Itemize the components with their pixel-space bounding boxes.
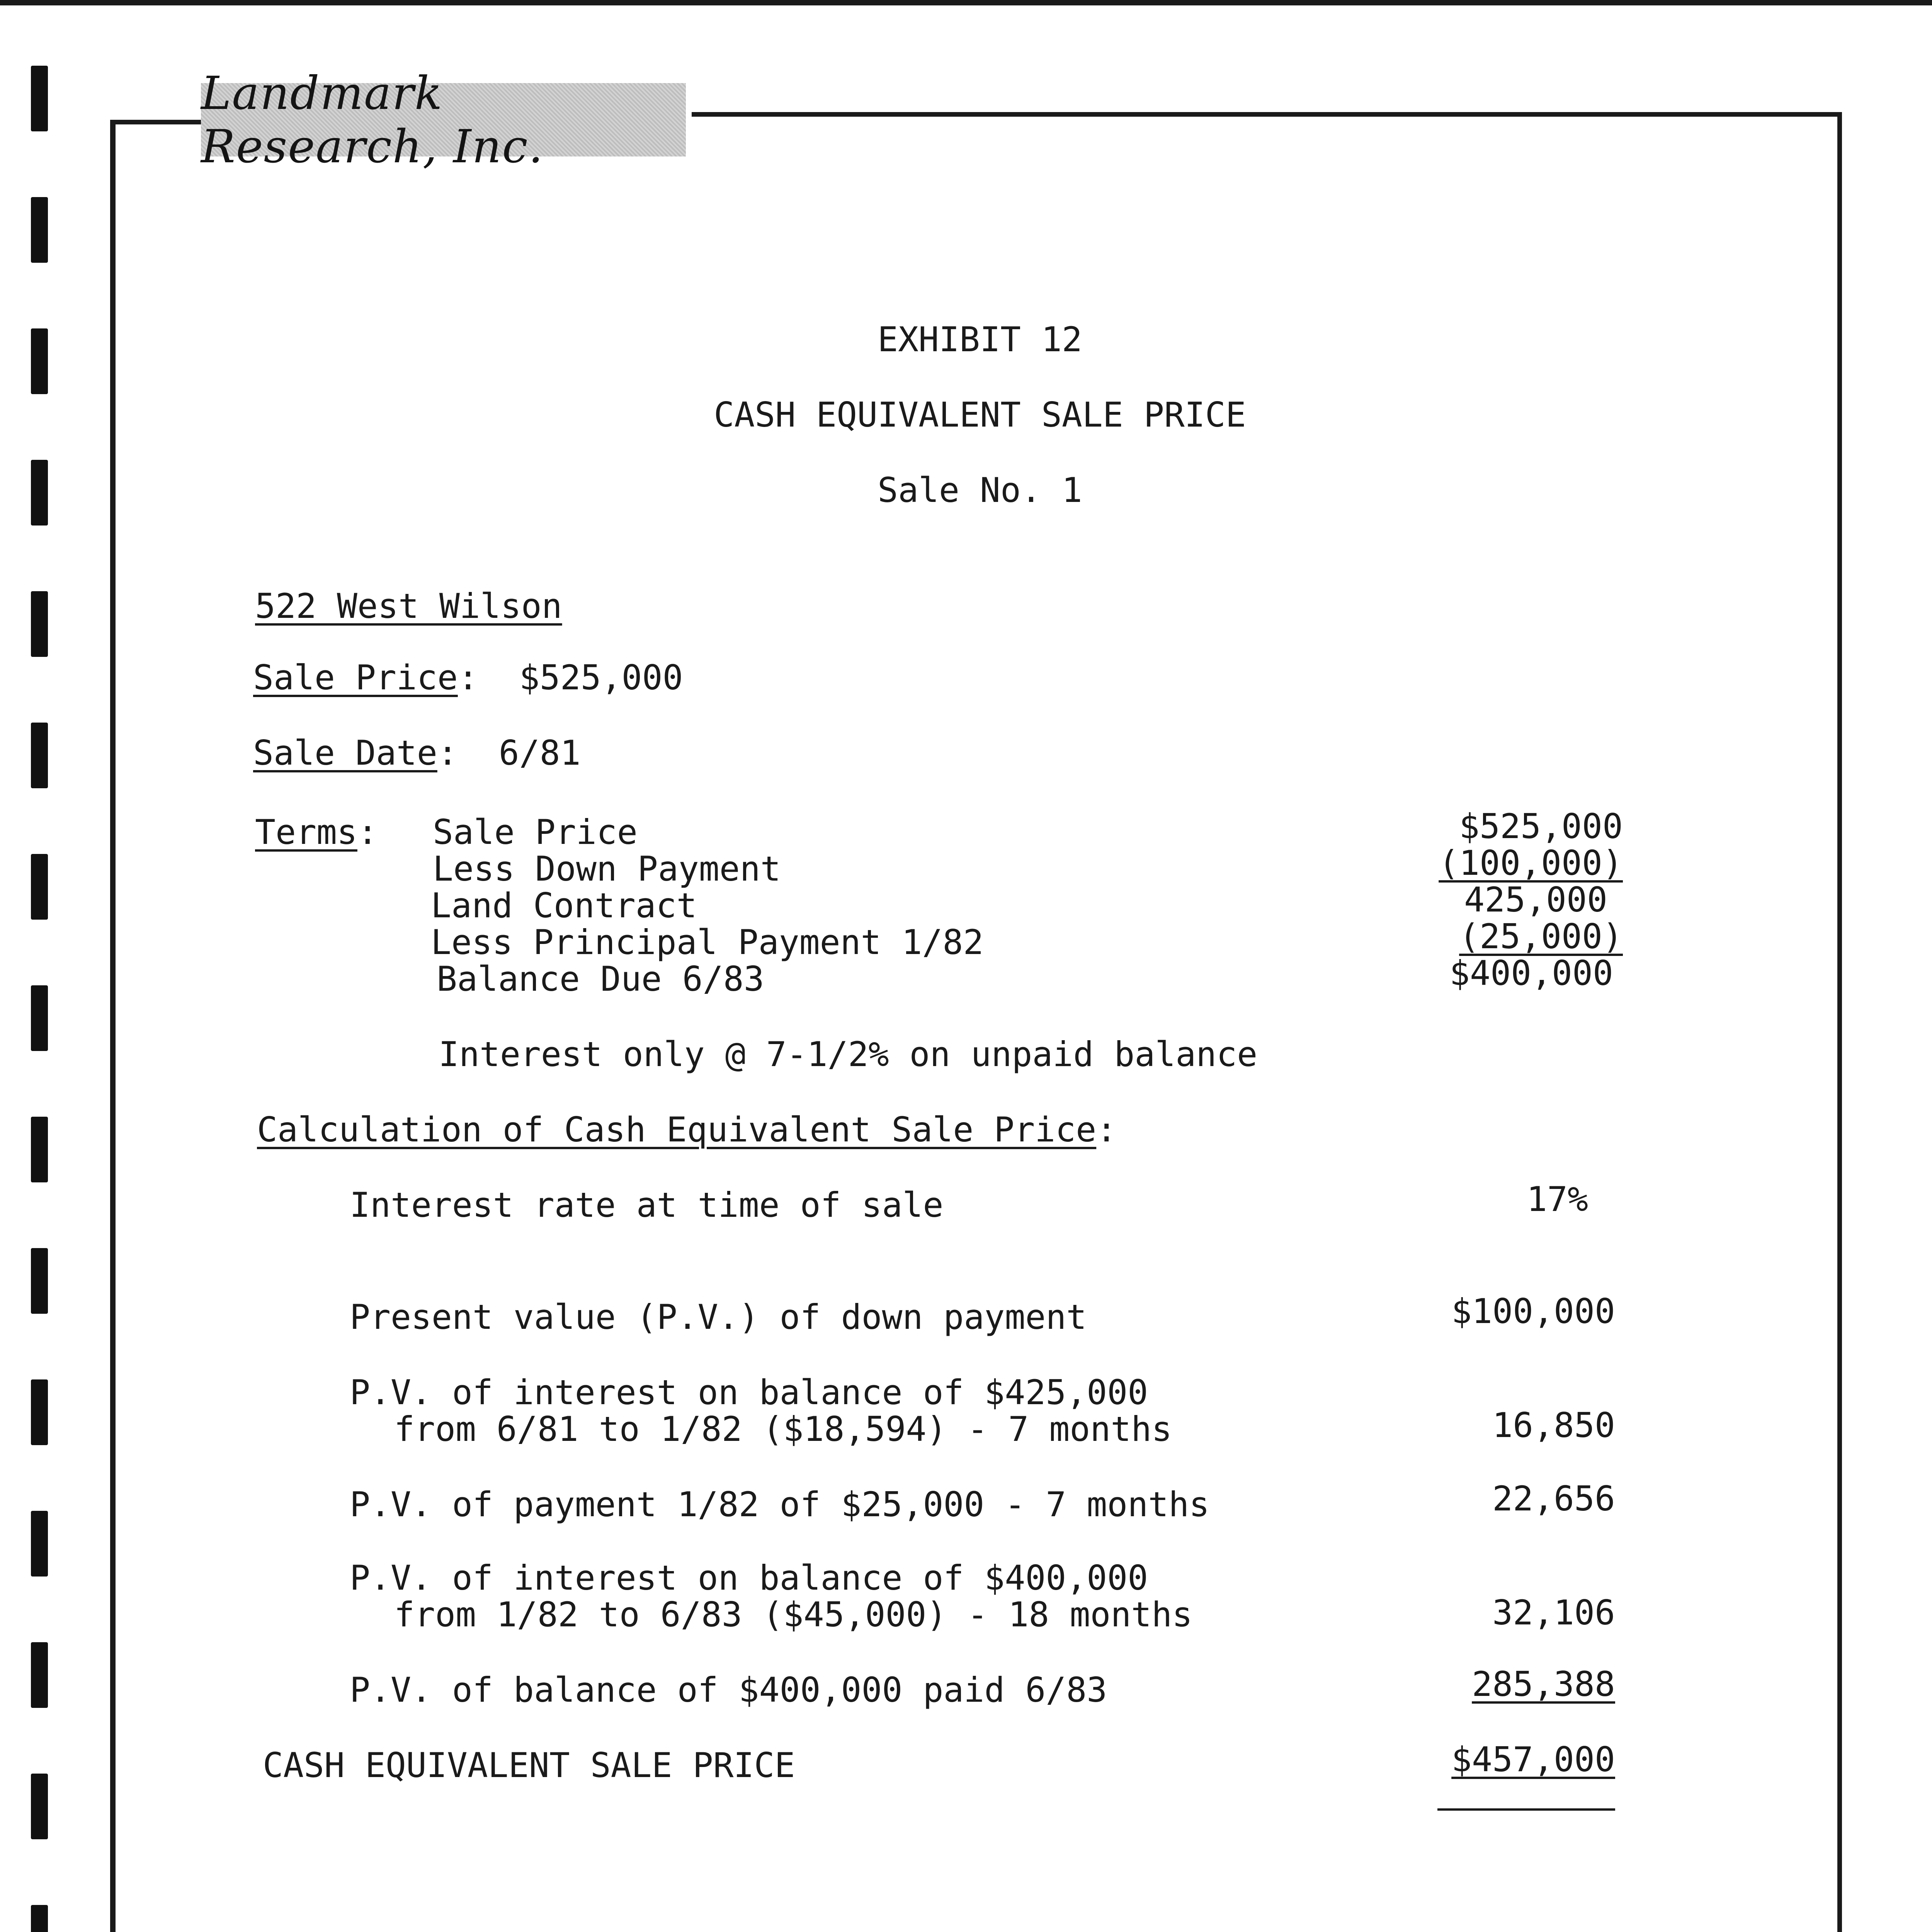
calc-row-label-continued: from 1/82 to 6/83 ($45,000) - 18 months: [394, 1595, 1193, 1634]
calc-row-label-continued: from 6/81 to 1/82 ($18,594) - 7 months: [394, 1409, 1172, 1449]
calc-row-label: Present value (P.V.) of down payment: [350, 1297, 1087, 1337]
terms-row-value: (25,000): [1459, 917, 1623, 956]
sale-price-label: Sale Price: [253, 658, 458, 697]
terms-row-value: $525,000: [1459, 806, 1623, 846]
interest-note: Interest only @ 7-1/2% on unpaid balance: [439, 1034, 1258, 1074]
sale-date-value: 6/81: [498, 733, 581, 773]
frame-border-left: [110, 120, 116, 1932]
binder-hole: [31, 1117, 48, 1182]
total-value: $457,000: [1451, 1740, 1615, 1779]
calculation-heading-row: Calculation of Cash Equivalent Sale Price:: [257, 1110, 1117, 1150]
binder-hole: [31, 985, 48, 1051]
terms-row-value: (100,000): [1439, 843, 1623, 883]
terms-row-label: Balance Due 6/83: [437, 959, 764, 999]
terms-row-label: Less Down Payment: [433, 849, 781, 889]
terms-row-label: Sale Price: [433, 812, 638, 852]
binder-hole: [31, 854, 48, 920]
calc-row-value: 32,106: [1492, 1593, 1615, 1633]
calc-row-value: $100,000: [1451, 1291, 1615, 1331]
binder-hole: [31, 1774, 48, 1839]
terms-row-value: 425,000: [1464, 880, 1607, 920]
terms-row-label: Less Principal Payment 1/82: [431, 922, 984, 962]
binder-hole: [31, 723, 48, 788]
binder-hole: [31, 1642, 48, 1708]
document-title: CASH EQUIVALENT SALE PRICE: [714, 395, 1246, 435]
calc-row-value: 285,388: [1472, 1664, 1615, 1704]
terms-row-label: Land Contract: [431, 886, 697, 925]
sale-price-row: Sale Price: $525,000: [253, 658, 683, 697]
calc-row-value: 16,850: [1492, 1405, 1615, 1445]
calc-row-label: P.V. of balance of $400,000 paid 6/83: [350, 1670, 1107, 1710]
sale-price-value: $525,000: [519, 658, 683, 697]
calc-row-label: P.V. of interest on balance of $400,000: [350, 1558, 1148, 1598]
total-label: CASH EQUIVALENT SALE PRICE: [263, 1745, 795, 1785]
frame-border-top: [692, 112, 1842, 117]
binder-hole: [31, 197, 48, 263]
frame-border-top: [110, 120, 201, 124]
binder-hole: [31, 66, 48, 131]
sale-date-row: Sale Date: 6/81: [253, 733, 581, 773]
frame-border-right: [1837, 112, 1842, 1932]
terms-label: Terms: [255, 812, 357, 852]
binder-hole: [31, 1905, 48, 1932]
interest-rate-label: Interest rate at time of sale: [350, 1185, 944, 1225]
terms-heading-row: Terms:: [255, 812, 378, 852]
interest-rate-value: 17%: [1527, 1179, 1588, 1219]
calc-row-label: P.V. of payment 1/82 of $25,000 - 7 months: [350, 1485, 1210, 1524]
sale-date-label: Sale Date: [253, 733, 437, 773]
binder-hole: [31, 1248, 48, 1314]
double-underline: [1437, 1808, 1615, 1811]
binder-hole: [31, 591, 48, 657]
calc-row-value: 22,656: [1492, 1479, 1615, 1519]
page-top-edge: [0, 0, 1932, 5]
exhibit-number: EXHIBIT 12: [878, 320, 1082, 359]
binder-hole: [31, 1511, 48, 1577]
property-address: 522 West Wilson: [255, 586, 562, 626]
company-logo-text: Landmark Research, Inc.: [201, 66, 544, 173]
sale-number: Sale No. 1: [878, 470, 1082, 510]
calc-row-label: P.V. of interest on balance of $425,000: [350, 1372, 1148, 1412]
terms-row-value: $400,000: [1449, 953, 1613, 993]
company-logo: [201, 66, 686, 173]
calculation-heading: Calculation of Cash Equivalent Sale Price: [257, 1110, 1097, 1150]
binder-hole: [31, 1379, 48, 1445]
